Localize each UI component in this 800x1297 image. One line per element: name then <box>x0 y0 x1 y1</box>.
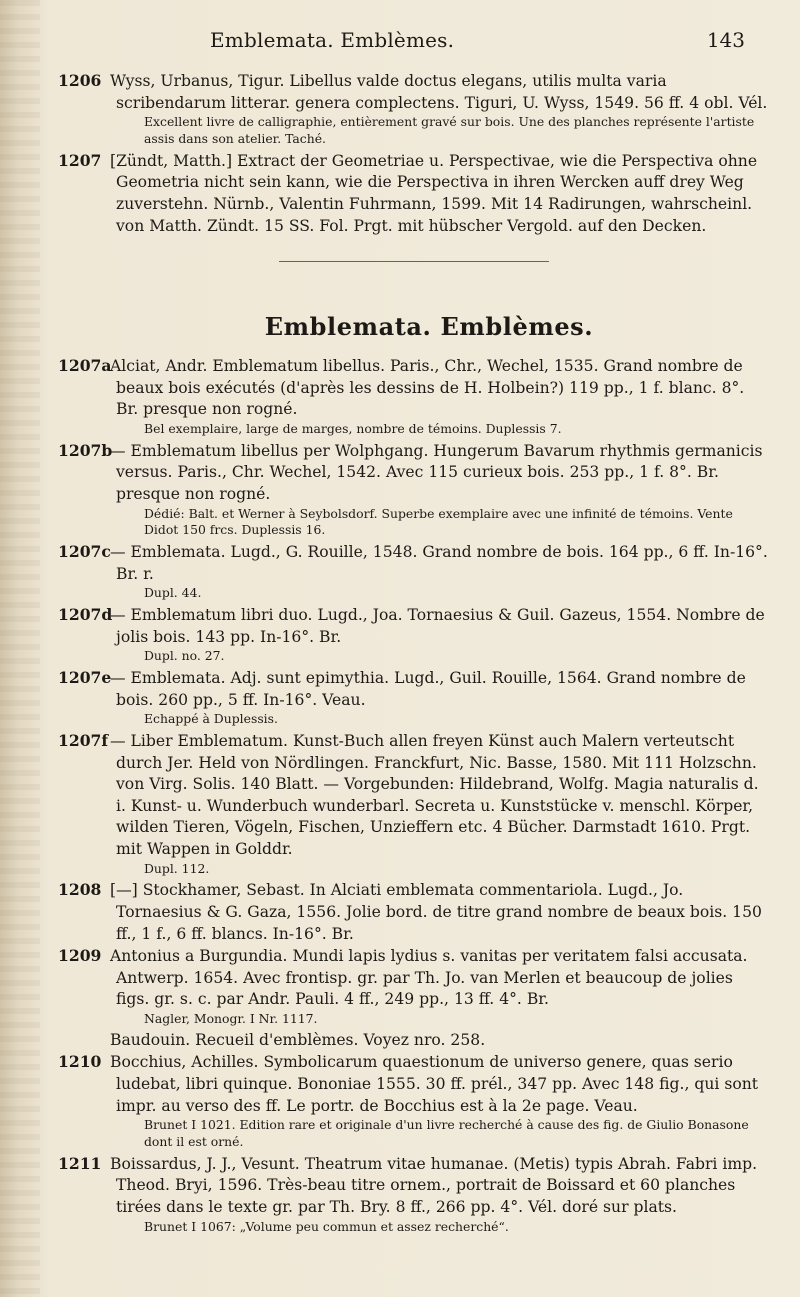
section-title: Emblemata. Emblèmes. <box>264 312 594 342</box>
catalog-entry <box>58 70 770 114</box>
entries-list <box>58 355 770 1235</box>
entry-number: 1207d <box>58 605 113 625</box>
entry-text: — Emblemata. Lugd., G. Rouille, 1548. Grand nombre de bois. 164 pp., 6 ff. In-16°. Br. r. <box>110 543 768 583</box>
entry-number: 1208 <box>58 880 102 900</box>
catalog-content <box>58 70 770 1237</box>
entry-number: 1206 <box>58 71 102 90</box>
entry-text: Bocchius, Achilles. Symbolicarum quaestionum de universo genere, quas serio ludebat, libri quinque. Bononiae 1555. 30 ff. prél., 347 pp. Avec 148 fig., qui sont impr. au verso des ff. Le portr. de Bocchius est à la 2e page. Veau. <box>110 1053 759 1115</box>
entry-note: Dupl. no. 27. <box>144 648 225 664</box>
catalog-entry <box>58 945 770 1011</box>
entry-text: — Liber Emblematum. Kunst-Buch allen freyen Künst auch Malern verteutscht durch Jer. Held von Nördlingen. Franckfurt, Nic. Basse, 1580. Mit 111 Holzschn. von Virg. Solis. 140 Blatt. — Vorgebunden: Hildebrand, Wolfg. Magia naturalis d. i. Kunst- u. Wunderbuch wunderbarl. Secreta u. Kunststücke v. menschl. Körper, wilden Tieren, Vögeln, Fischen, Unzieffern etc. 4 Bücher. Darmstadt 1610. Prgt. mit Wappen in Golddr. <box>110 732 759 859</box>
entry-text: [—] Stockhamer, Sebast. In Alciati emblemata commentariola. Lugd., Jo. Tornaesius & G. Gaza, 1556. Jolie bord. de titre grand nombre de beaux bois. 150 ff., 1 f., 6 ff. blancs. In-16°. Br. <box>110 881 762 943</box>
catalog-entry <box>58 604 770 648</box>
catalog-entry <box>58 440 770 506</box>
entry-note: Excellent livre de calligraphie, entièrement gravé sur bois. Une des planches représente l'artiste assis dans son atelier. Taché. <box>144 114 755 146</box>
entry-note: Dupl. 112. <box>144 860 210 876</box>
entry-text: Wyss, Urbanus, Tigur. Libellus valde doctus elegans, utilis multa varia scribendarum litterar. genera complectens. Tiguri, U. Wyss, 1549. 56 ff. 4 obl. Vél. <box>110 72 768 112</box>
section-divider <box>279 261 549 262</box>
catalog-entry <box>58 541 770 585</box>
entry-number: 1207f <box>58 731 109 751</box>
entry-text: — Emblemata. Adj. sunt epimythia. Lugd., Guil. Rouille, 1564. Grand nombre de bois. 260 pp., 5 ff. In-16°. Veau. <box>110 669 746 709</box>
entry-text: — Emblematum libellus per Wolphgang. Hungerum Bavarum rhythmis germanicis versus. Paris., Chr. Wechel, 1542. Avec 115 curieux bois. 253 pp., 1 f. 8°. Br. presque non rogné. <box>110 441 763 503</box>
catalog-entry <box>58 1051 770 1117</box>
entry-note: Nagler, Monogr. I Nr. 1117. <box>144 1010 318 1026</box>
running-header <box>210 28 745 58</box>
entry-number: 1207a <box>58 356 112 376</box>
entry-number: 1210 <box>58 1052 102 1072</box>
catalog-entry <box>58 1030 770 1052</box>
entries-top <box>58 70 770 237</box>
entry-number: 1207 <box>58 150 102 170</box>
catalog-entry <box>58 355 770 421</box>
entry-number: 1207c <box>58 542 111 562</box>
entry-text: Antonius a Burgundia. Mundi lapis lydius s. vanitas per veritatem falsi accusata. Antwerp. 1654. Avec frontisp. gr. par Th. Jo. van Merlen et beaucoup de jolies figs. gr. s. c. par Andr. Pauli. 4 ff., 249 pp., 13 ff. 4°. Br. <box>110 947 748 1009</box>
entry-text: Baudouin. Recueil d'emblèmes. Voyez nro. 258. <box>110 1030 486 1049</box>
entry-note: Brunet I 1067: „Volume peu commun et assez recherché“. <box>144 1218 509 1234</box>
entry-number: 1207b <box>58 440 113 460</box>
entry-number: 1211 <box>58 1153 102 1173</box>
entry-note: Brunet I 1021. Edition rare et originale d'un livre recherché à cause des fig. de Giulio Bonasone dont il est orné. <box>144 1117 749 1149</box>
catalog-entry <box>58 730 770 861</box>
entry-note: Echappé à Duplessis. <box>144 711 278 727</box>
entry-text: [Zündt, Matth.] Extract der Geometriae u. Perspectivae, wie die Perspectiva ohne Geometria nicht sein kann, wie die Perspectiva in ihren Wercken auff drey Weg zuverstehn. Nürnb., Valentin Fuhrmann, 1599. Mit 14 Radirungen, wahrscheinl. von Matth. Zündt. 15 SS. Fol. Prgt. mit hübscher Vergold. auf den Decken. <box>110 151 758 235</box>
catalog-entry <box>58 667 770 711</box>
entry-note: Dupl. 44. <box>144 585 202 601</box>
page-number: 143 <box>706 28 745 52</box>
entry-number: 1207e <box>58 668 112 688</box>
entry-text: Alciat, Andr. Emblematum libellus. Paris., Chr., Wechel, 1535. Grand nombre de beaux bois exécutés (d'après les dessins de H. Holbein?) 119 pp., 1 f. blanc. 8°. Br. presque non rogné. <box>110 357 745 419</box>
catalog-entry <box>58 150 770 237</box>
catalog-entry <box>58 879 770 945</box>
entry-text: — Emblematum libri duo. Lugd., Joa. Tornaesius & Guil. Gazeus, 1554. Nombre de jolis bois. 143 pp. In-16°. Br. <box>110 606 765 646</box>
running-title: Emblemata. Emblèmes. <box>210 28 455 52</box>
catalog-entry <box>58 1153 770 1219</box>
page-edge-shadow <box>0 0 40 1297</box>
entry-text: Boissardus, J. J., Vesunt. Theatrum vitae humanae. (Metis) typis Abrah. Fabri imp. Theod. Bryi, 1596. Très-beau titre ornem., portrait de Boissard et 60 planches tirées dans le texte gr. par Th. Bry. 8 ff., 266 pp. 4°. Vél. doré sur plats. <box>110 1154 758 1216</box>
entry-note: Bel exemplaire, large de marges, nombre de témoins. Duplessis 7. <box>144 420 562 436</box>
entry-note: Dédié: Balt. et Werner à Seybolsdorf. Superbe exemplaire avec une infinité de témoins. Vente Didot 150 frcs. Duplessis 16. <box>144 505 733 538</box>
entry-number: 1209 <box>58 946 102 966</box>
